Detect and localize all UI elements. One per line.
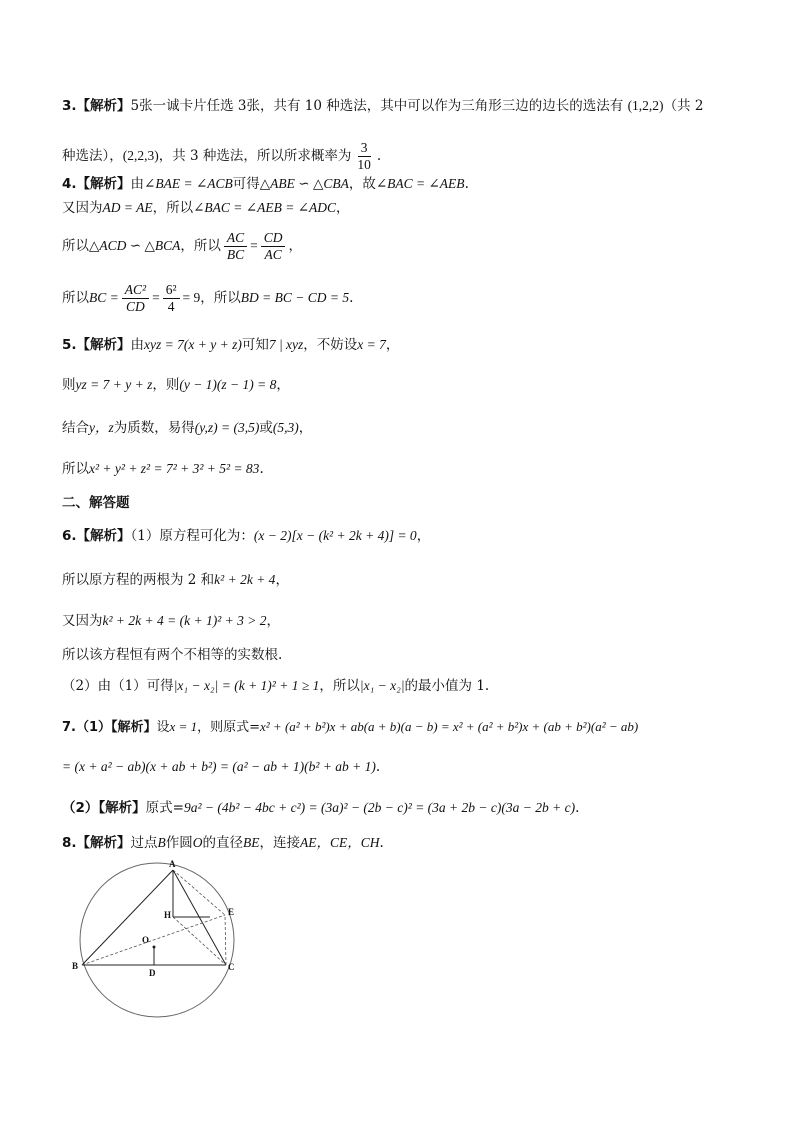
q8-line1: 8.【解析】过点B作圆O的直径BE，连接AE，CE，CH. bbox=[62, 835, 384, 851]
q8-label: 8.【解析】 bbox=[62, 835, 131, 851]
q5-line2: 则yz = 7 + y + z，则(y − 1)(z − 1) = 8， bbox=[62, 377, 290, 393]
q3-line1 bbox=[62, 96, 703, 116]
section-heading: 二、解答题 bbox=[62, 495, 130, 511]
q6-label: 6.【解析】 bbox=[62, 528, 131, 544]
q4-label: 4.【解析】 bbox=[62, 176, 131, 192]
q6-line4: 所以该方程恒有两个不相等的实数根. bbox=[62, 647, 283, 663]
q6-line2: 所以原方程的两根为 2 和k² + 2k + 4， bbox=[62, 572, 289, 588]
segment-ce bbox=[225, 915, 226, 965]
circle-geometry-figure bbox=[62, 855, 248, 1020]
label-o: O bbox=[142, 935, 150, 945]
q4-line4: 所以BC = $\frac{\text{AC²}}{CD}$ = $\frac{\text{6²}}{4}$ = 9，所以BD = BC − CD = 5. bbox=[62, 282, 354, 314]
q7-part2-label: （2）【解析】 bbox=[62, 800, 146, 816]
q4-line3: 所以△ACD ∽ △BCA，所以 $\frac{AC}{BC}$ = $\frac{CD}{AC}$ ， bbox=[62, 230, 302, 262]
q5-line3: 结合y，z为质数，易得(y,z) = (3,5)或(5,3)， bbox=[62, 420, 313, 436]
q3-text: 5张一诚卡片任选 3张，共有 10 种选法，其中可以作为三角形三边的边长的选法有 bbox=[130, 98, 624, 114]
q3-text-c: 种选法）， bbox=[62, 148, 123, 164]
label-b: B bbox=[72, 961, 79, 971]
q7-label: 7.（1）【解析】 bbox=[62, 720, 157, 735]
q5-line1: 5.【解析】由xyz = 7(x + y + z)可知7 | xyz，不妨设x = 7， bbox=[62, 337, 400, 353]
q3-set2: (2,2,3) bbox=[122, 148, 159, 163]
q5-label: 5.【解析】 bbox=[62, 337, 131, 353]
q3-label: 3.【解析】 bbox=[62, 98, 131, 114]
label-e: E bbox=[228, 907, 235, 917]
q7-line1: 7.（1）【解析】设x = 1，则原式=x² + (a² + b²)x + ab(a + b)(a − b) = x² + (a² + b²)x + (ab + b²)(a² − ab) bbox=[62, 719, 639, 735]
q3-text-b: （共 2 bbox=[663, 98, 704, 114]
q7-line2: = (x + a² − ab)(x + ab + b²) = (a² − ab + 1)(b² + ab + 1). bbox=[62, 759, 381, 775]
segment-ba bbox=[82, 870, 173, 965]
label-d: D bbox=[149, 968, 156, 978]
point-o bbox=[153, 946, 156, 949]
q3-line2: 种选法），(2,2,3)，共 3 种选法，所以所求概率为 $\frac{3}{10}$ . bbox=[62, 140, 382, 172]
q6-line3: 又因为k² + 2k + 4 = (k + 1)² + 3 > 2， bbox=[62, 613, 280, 629]
q4-line2: 又因为AD = AE，所以∠BAC = ∠AEB = ∠ADC， bbox=[62, 200, 350, 216]
label-c: C bbox=[228, 962, 235, 972]
segment-ch bbox=[173, 917, 226, 965]
q3-set1: (1,2,2) bbox=[627, 98, 664, 113]
label-a: A bbox=[169, 859, 176, 869]
q3-probability-fraction: $\frac{3}{10}$ bbox=[357, 140, 371, 172]
q4-line1: 4.【解析】由∠BAE = ∠ACB可得△ABE ∽ △CBA，故∠BAC = ∠AEB. bbox=[62, 176, 469, 192]
q5-line4: 所以x² + y² + z² = 7² + 3² + 5² = 83. bbox=[62, 461, 264, 477]
q7-line3: （2）【解析】原式=9a² − (4b² − 4bc + c²) = (3a)² − (2b − c)² = (3a + 2b − c)(3a − 2b + c). bbox=[62, 800, 580, 816]
q6-line1: 6.【解析】（1）原方程可化为：(x − 2)[x − (k² + 2k + 4)] = 0， bbox=[62, 528, 431, 544]
label-h: H bbox=[164, 910, 172, 920]
q6-line5: （2）由（1）可得|x₁ − x₂| = (k + 1)² + 1 ≥ 1，所以|x₁ − x₂|的最小值为 1. bbox=[62, 678, 490, 694]
q3-text-d: ，共 3 种选法，所以所求概率为 bbox=[158, 148, 352, 164]
